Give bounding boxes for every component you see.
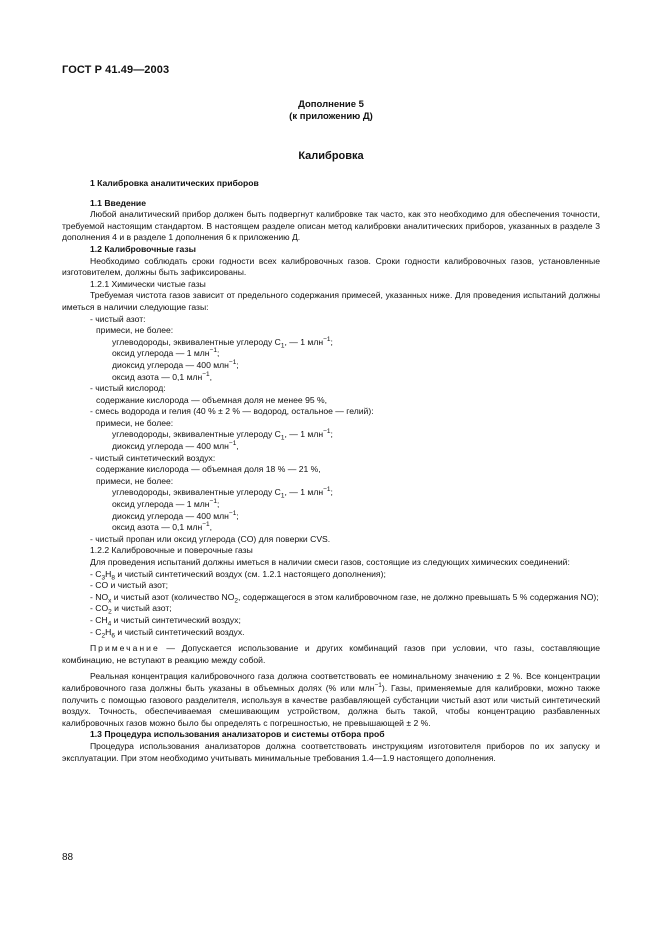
paragraph-1-2: Необходимо соблюдать сроки годности всех калибровочных газов. Сроки годности калибровочных газов, установленные изготовителем, должны быть зафиксированы. [62, 255, 600, 278]
mixture-co2: - $CO_2$ и чистый азот; [90, 603, 172, 617]
impurity-hydrocarbons: углеводороды, эквивалентные углероду $C_1$, — 1 млн$^{-1}$; [112, 428, 333, 443]
mixture-propane: - $C_3H_8$ и чистый синтетический воздух (см. 1.2.1 настоящего дополнения); [90, 568, 386, 582]
gas-synthetic-air: - чистый синтетический воздух: [90, 452, 216, 463]
impurity-hydrocarbons: углеводороды, эквивалентные углероду $C_1$, — 1 млн$^{-1}$; [112, 335, 333, 350]
paragraph-1-2-2: Для проведения испытаний должны иметься в наличии смеси газов, состоящие из следующих химических соединений: [90, 557, 570, 567]
impurity-co: оксид углерода — 1 млн$^{-1}$; [112, 498, 220, 510]
air-oxygen-content: содержание кислорода — объемная доля 18 % — 21 %, [96, 464, 321, 475]
note-label: Примечание [90, 643, 160, 654]
document-code: ГОСТ Р 41.49—2003 [62, 64, 170, 76]
mixture-ch4: - $CH_4$ и чистый синтетический воздух; [90, 614, 241, 628]
gas-hydrogen-helium: - смесь водорода и гелия (40 % ± 2 % — водород, остальное — гелий): [90, 406, 374, 417]
impurity-no: оксид азота — 0,1 млн$^{-1}$, [112, 370, 213, 382]
impurity-co2: диоксид углерода — 400 млн$^{-1}$; [112, 509, 239, 521]
paragraph-concentration: Реальная концентрация калибровочного газа должна соответствовать ее номинальному значению ± 2 %. Все концентрации калибровочного газа должны быть указаны в объемных долях (% или млн$^{-1}$). Газы, применяемые для калибровки, можно также получить с помощью газового разделителя, используя в качестве разбавляющей субстанции чистый азот или чистый синтетический воздух. Точность, обеспечиваемая смешивающим устройством, должна быть такой, чтобы концентрацию разбавленных калибровочных газов можно было бы определять с погрешностью, не превышающей ± 2 %. [62, 671, 600, 728]
impurity-co: оксид углерода — 1 млн$^{-1}$; [112, 347, 220, 359]
paragraph-1-1: Любой аналитический прибор должен быть подвергнут калибровке так часто, как это необходимо для обеспечения точности, требуемой настоящим стандартом. В настоящем разделе описан метод калибровки аналитических приборов, указанных в разделе 3 дополнения 4 и в разделе 1 дополнения 6 к приложению Д. [62, 209, 600, 243]
mixture-c2h6: - $C_2H_6$ и чистый синтетический воздух. [90, 626, 245, 640]
impurities-label: примеси, не более: [96, 417, 174, 428]
heading-1-2-1: 1.2.1 Химически чистые газы [90, 278, 206, 289]
heading-1-1: 1.1 Введение [90, 197, 146, 208]
appendix-title: Дополнение 5 [298, 99, 364, 110]
mixture-nox: - $NO_x$ и чистый азот (количество $NO_2$, содержащегося в этом калибровочном газе, не должно превышать 5 % содержания NO); [90, 591, 599, 605]
mixture-co: - CO и чистый азот; [90, 580, 169, 591]
impurities-label: примеси, не более: [96, 475, 174, 486]
paragraph-1-2-1: Требуемая чистота газов зависит от предельного содержания примесей, указанных ниже. Для проведения испытаний должны иметься в наличии следующие газы: [62, 290, 600, 312]
impurity-no: оксид азота — 0,1 млн$^{-1}$, [112, 521, 213, 533]
appendix-subtitle: (к приложению Д) [289, 111, 373, 122]
document-body [62, 178, 600, 764]
heading-1-3: 1.3 Процедура использования анализаторов и системы отбора проб [90, 729, 385, 740]
heading-section-1: 1 Калибровка аналитических приборов [90, 178, 259, 188]
impurity-co2: диоксид углерода — 400 млн$^{-1}$; [112, 359, 239, 370]
section-title: Калибровка [298, 150, 364, 162]
note: Примечание — Допускается использование и других комбинаций газов при условии, что газы, составляющие комбинацию, не вступают в реакцию между собой. [62, 643, 600, 665]
impurities-label: примеси, не более: [96, 325, 174, 336]
heading-1-2-2: 1.2.2 Калибровочные и поверочные газы [90, 545, 253, 556]
gas-pure-nitrogen: - чистый азот: [90, 313, 146, 324]
oxygen-content: содержание кислорода — объемная доля не менее 95 %, [96, 394, 328, 405]
impurity-hydrocarbons: углеводороды, эквивалентные углероду $C_1$, — 1 млн$^{-1}$; [112, 486, 333, 501]
impurity-co2: диоксид углерода — 400 млн$^{-1}$, [112, 440, 239, 452]
gas-propane: - чистый пропан или оксид углерода (CO) для поверки CVS. [90, 533, 331, 544]
heading-1-2: 1.2 Калибровочные газы [90, 243, 196, 254]
paragraph-1-3: Процедура использования анализаторов должна соответствовать инструкциям изготовителя приборов по их запуску и эксплуатации. При этом необходимо учитывать минимальные требования 1.4—1.9 настоящего дополнения. [62, 740, 600, 763]
gas-pure-oxygen: - чистый кислород: [90, 383, 166, 394]
page-number: 88 [62, 852, 74, 863]
